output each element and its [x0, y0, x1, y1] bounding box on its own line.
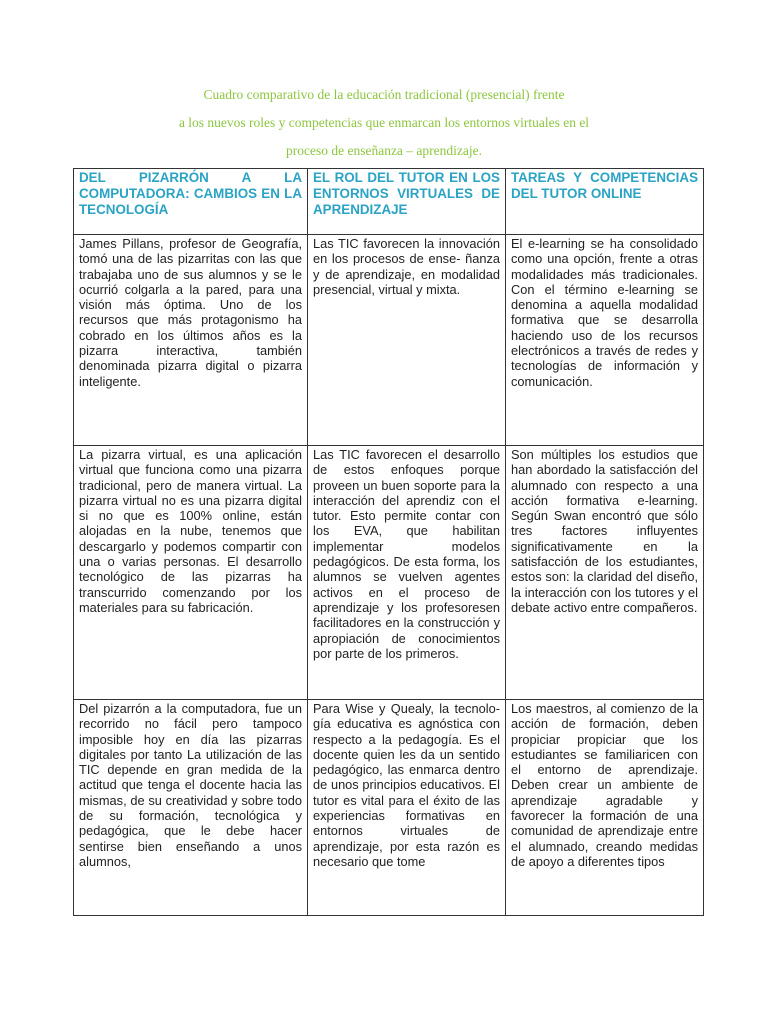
- table-header-row: [74, 169, 704, 235]
- header-cell-technology: DEL PIZARRÓN A LA COMPUTADORA: CAMBIOS EN LA TECNOLOGÍA: [74, 169, 308, 235]
- table-cell: Para Wise y Quealy, la tecnolo- gía educativa es agnóstica con respecto a la pedagogía. Es el docente quien les da un sentido pedagógico, las enmarca dentro de unos principios educativos. El tutor es vital para el éxito de las experiencias formativas en entornos virtuales de aprendizaje, por esta razón es necesario que tome: [308, 700, 506, 916]
- table-row: [74, 235, 704, 446]
- title-line-2: a los nuevos roles y competencias que enmarcan los entornos virtuales en el: [178, 115, 590, 130]
- table-cell: La pizarra virtual, es una aplicación virtual que funciona como una pizarra tradicional, pero de manera virtual. La pizarra virtual no es una pizarra digital si no que es 100% online, están alojadas en la nube, tenemos que descargarlo y podemos compartir con una o varias personas. El desarrollo tecnológico de las pizarras ha transcurrido comenzando por los materiales para su fabricación.: [74, 446, 308, 700]
- document-title: [0, 84, 768, 168]
- table-cell: Son múltiples los estudios que han abordado la satisfacción del alumnado con respecto a una acción formativa e-learning. Según Swan encontró que sólo tres factores influyentes significativamente en la satisfacción de los estudiantes, estos son: la claridad del diseño, la interacción con los tutores y el debate activo entre compañeros.: [506, 446, 704, 700]
- title-line-3: proceso de enseñanza – aprendizaje.: [285, 143, 483, 158]
- comparison-table: [73, 168, 704, 916]
- table-cell: El e-learning se ha consolidado como una opción, frente a otras modalidades más tradicionales. Con el término e-learning se denomina a aquella modalidad formativa que se desarrolla haciendo uso de los recursos electrónicos a través de redes y tecnologías de información y comunicación.: [506, 235, 704, 446]
- header-cell-tutor-role: EL ROL DEL TUTOR EN LOS ENTORNOS VIRTUALES DE APRENDIZAJE: [308, 169, 506, 235]
- table-cell: Las TIC favorecen la innovación en los procesos de ense- ñanza y de aprendizaje, en modalidad presencial, virtual y mixta.: [308, 235, 506, 446]
- table-cell: James Pillans, profesor de Geografía, tomó una de las pizarritas con las que trabajaba uno de sus alumnos y se le ocurrió colgarla a la pared, para una visión más óptima. Uno de los recursos que más protagonismo ha cobrado en los últimos años es la pizarra interactiva, también denominada pizarra digital o pizarra inteligente.: [74, 235, 308, 446]
- title-line-1: Cuadro comparativo de la educación tradicional (presencial) frente: [203, 87, 565, 102]
- table-cell: Los maestros, al comienzo de la acción de formación, deben propiciar propiciar que los estudiantes se familiaricen con el entorno de aprendizaje. Deben crear un ambiente de aprendizaje agradable y favorecer la formación de una comunidad de aprendizaje entre el alumnado, creando medidas de apoyo a diferentes tipos: [506, 700, 704, 916]
- table-row: [74, 446, 704, 700]
- header-cell-tutor-tasks: TAREAS Y COMPETENCIAS DEL TUTOR ONLINE: [506, 169, 704, 235]
- table-cell: Del pizarrón a la computadora, fue un recorrido no fácil pero tampoco imposible hoy en día las pizarras digitales por tanto La utilización de las TIC depende en gran medida de la actitud que tenga el docente hacia las mismas, de su creatividad y sobre todo de su formación, tecnológica y pedagógica, que le debe hacer sentirse bien enseñando a unos alumnos,: [74, 700, 308, 916]
- table-cell: Las TIC favorecen el desarrollo de estos enfoques porque proveen un buen soporte para la interacción del aprendiz con el tutor. Esto permite contar con los EVA, que habilitan implementar modelos pedagógicos. De esta forma, los alumnos se vuelven agentes activos en el proceso de aprendizaje y los profesoresen facilitadores en la construcción y apropiación de conocimientos por parte de los primeros.: [308, 446, 506, 700]
- table-row: [74, 700, 704, 916]
